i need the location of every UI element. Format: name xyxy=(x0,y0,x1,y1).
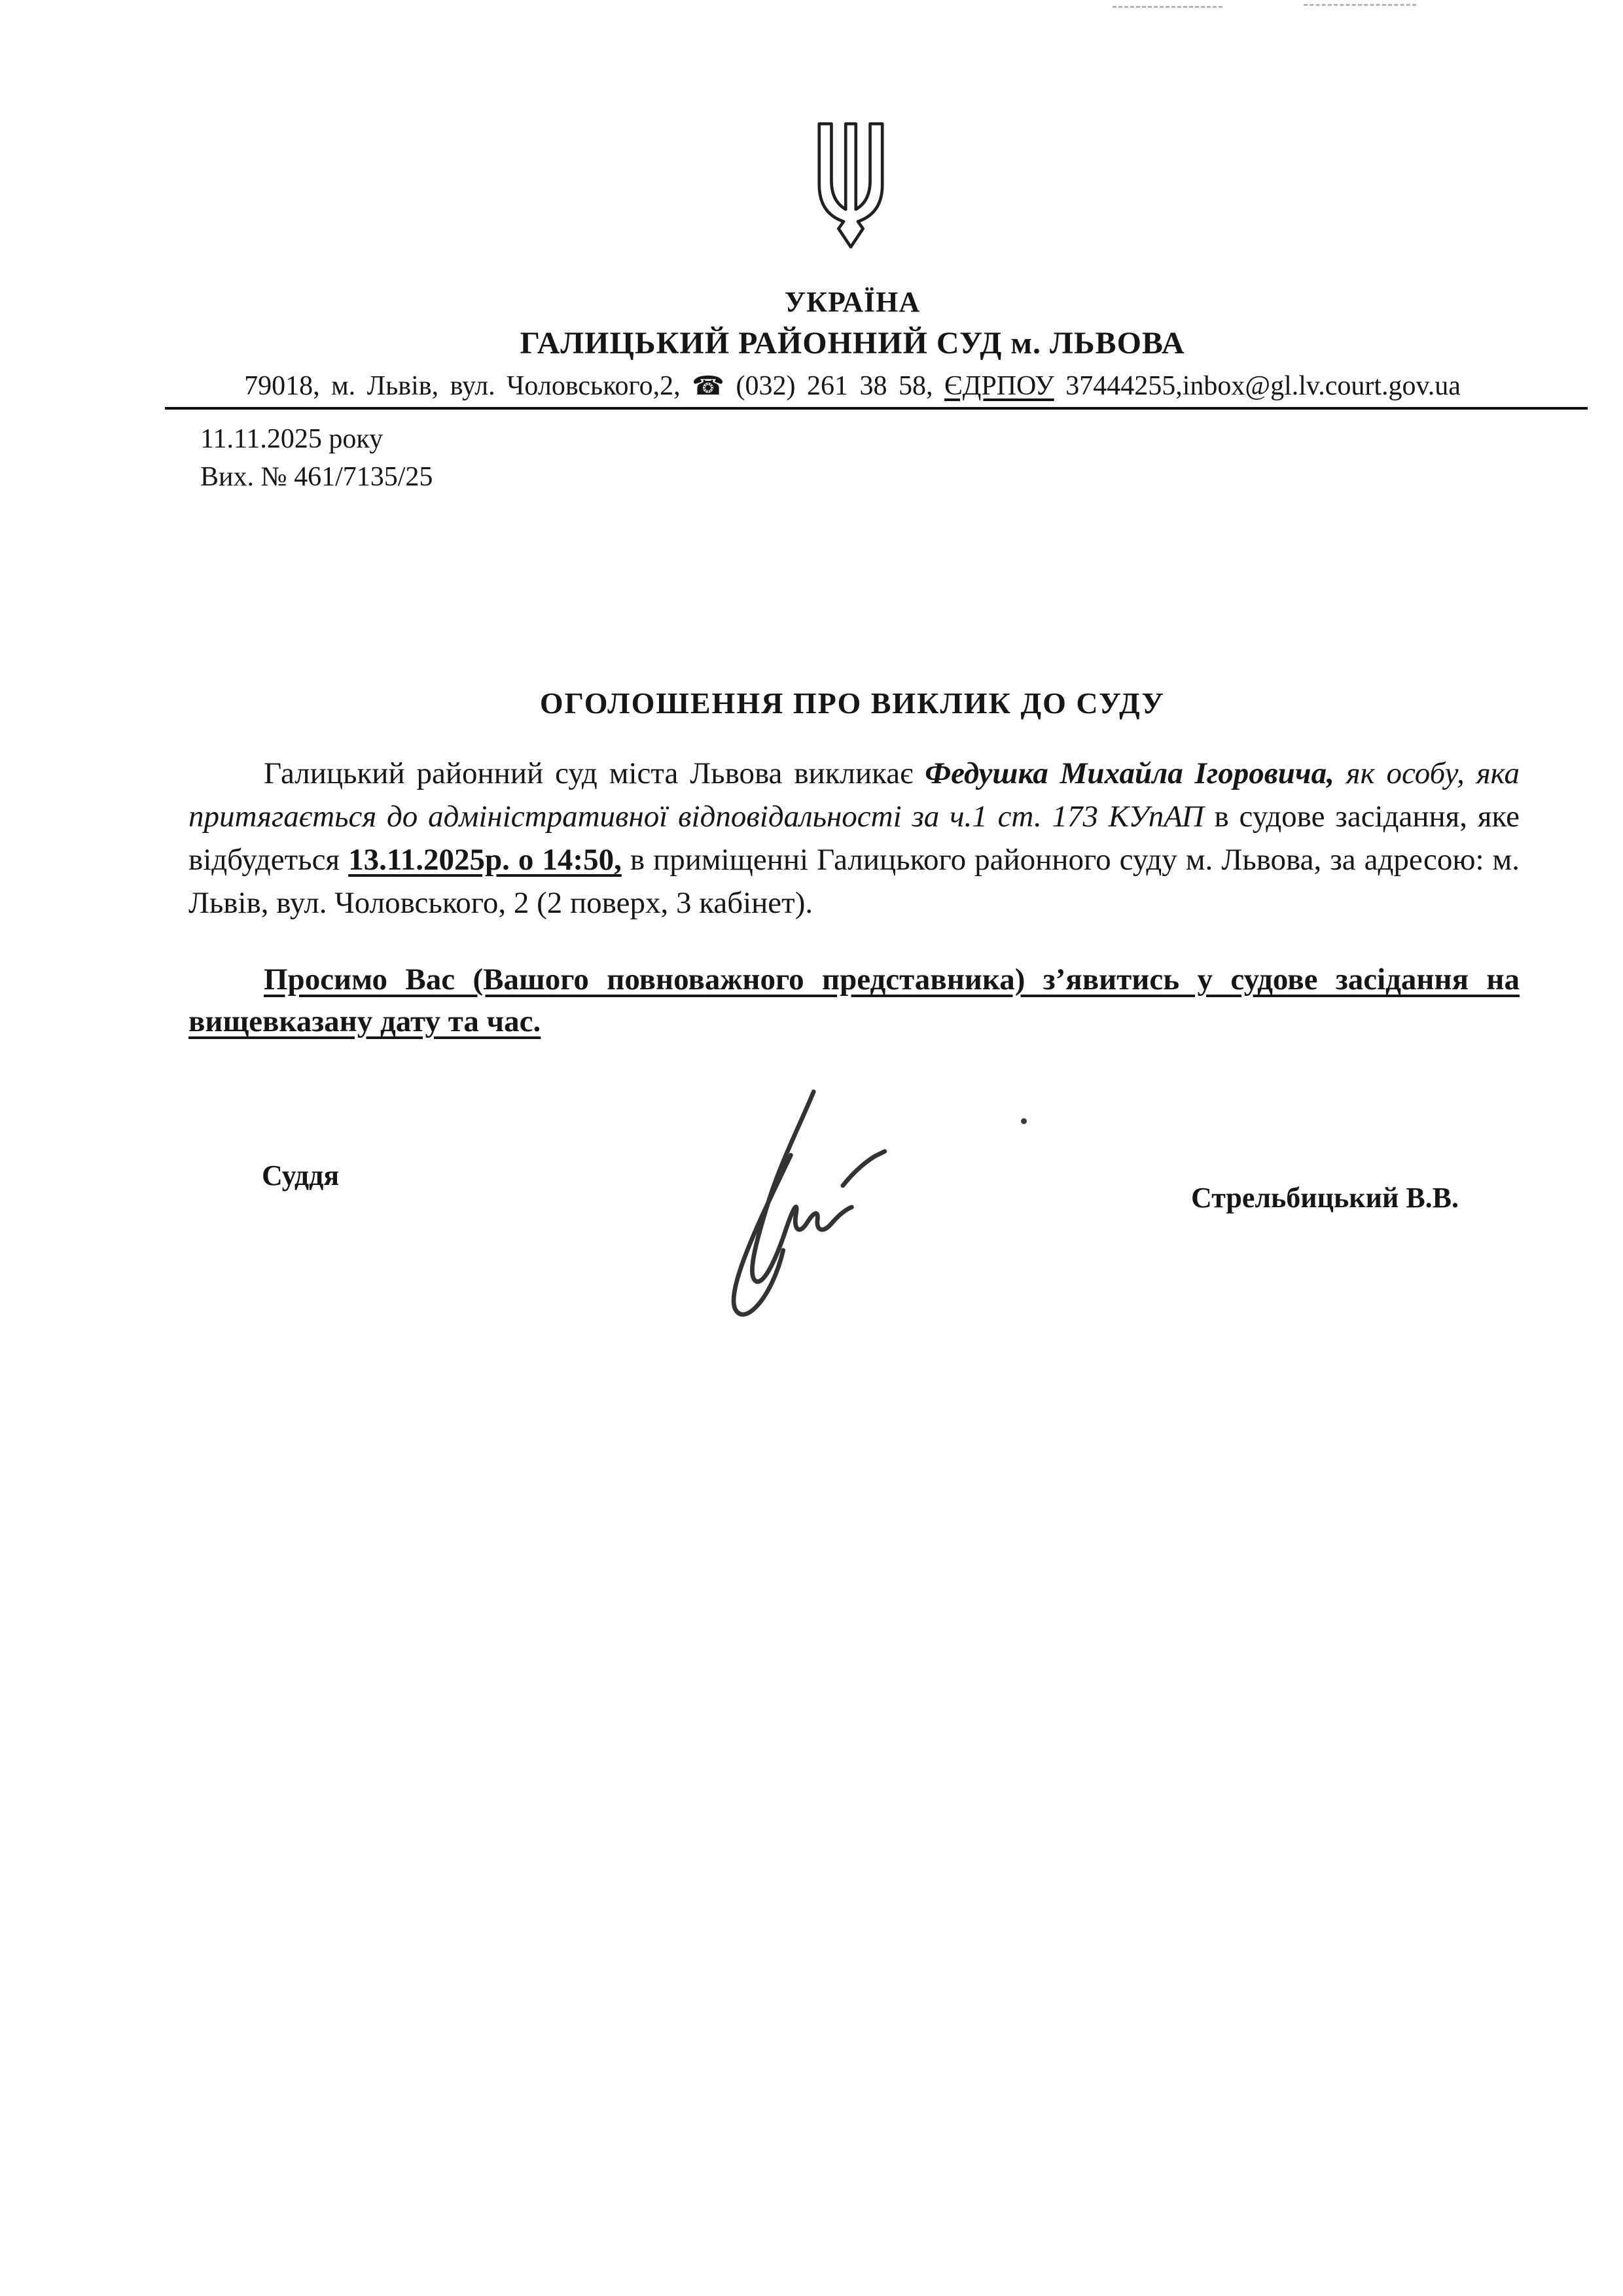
paragraph-text: в судове засідання, яке відбудеться xyxy=(188,800,1520,877)
hearing-datetime: 13.11.2025р. о 14:50, xyxy=(348,843,622,877)
emblem-container xyxy=(0,0,1623,258)
edrpou-number: 37444255, xyxy=(1065,371,1183,401)
court-address-line xyxy=(0,370,1623,402)
scan-artifact-dash xyxy=(1304,4,1416,6)
phone-number: (032) 261 38 58, xyxy=(736,371,933,401)
telephone-icon: ☎ xyxy=(692,371,724,401)
letterhead-rule xyxy=(165,407,1588,410)
scan-artifact-dot xyxy=(1021,1118,1027,1124)
ukraine-trident-emblem xyxy=(805,110,897,258)
paragraph-text: Галицький районний суд міста Львова викликає xyxy=(264,756,925,790)
edrpou-label: ЄДРПОУ xyxy=(944,371,1054,401)
appearance-request-paragraph: Просимо Вас (Вашого повноважного представника) з’явитись у судове засідання на вищевказану дату та час. xyxy=(188,963,1520,1038)
summons-paragraph xyxy=(188,752,1520,925)
outgoing-reference-number: Вих. № 461/7135/25 xyxy=(200,462,433,492)
paragraph-text: в приміщенні Галицького районного суду м. Львова, за адресою: м. Львів, вул. Чоловського, 2 (2 поверх, 3 кабінет). xyxy=(188,843,1520,920)
country-name: УКРАЇНА xyxy=(784,286,921,318)
paragraph-text-italic: як особу, яка притягається до адміністративної відповідальності за ч.1 ст. 173 КУпАП xyxy=(188,756,1520,834)
document-date: 11.11.2025 року xyxy=(200,424,383,454)
document-meta xyxy=(200,420,1623,496)
postal-address: 79018, м. Львів, вул. Чоловського,2, xyxy=(244,371,681,401)
signature-block xyxy=(0,1082,1623,1369)
court-email: inbox@gl.lv.court.gov.ua xyxy=(1182,371,1461,401)
judge-name: Стрельбицький В.В. xyxy=(1191,1182,1459,1214)
handwritten-signature xyxy=(690,1082,906,1329)
judge-label: Суддя xyxy=(262,1159,340,1192)
court-name: ГАЛИЦЬКИЙ РАЙОННИЙ СУД м. ЛЬВОВА xyxy=(520,326,1185,361)
scan-artifact-dash xyxy=(1113,6,1222,8)
document-title: ОГОЛОШЕННЯ ПРО ВИКЛИК ДО СУДУ xyxy=(539,686,1166,720)
defendant-name: Федушка Михайла Ігоровича, xyxy=(925,756,1334,790)
